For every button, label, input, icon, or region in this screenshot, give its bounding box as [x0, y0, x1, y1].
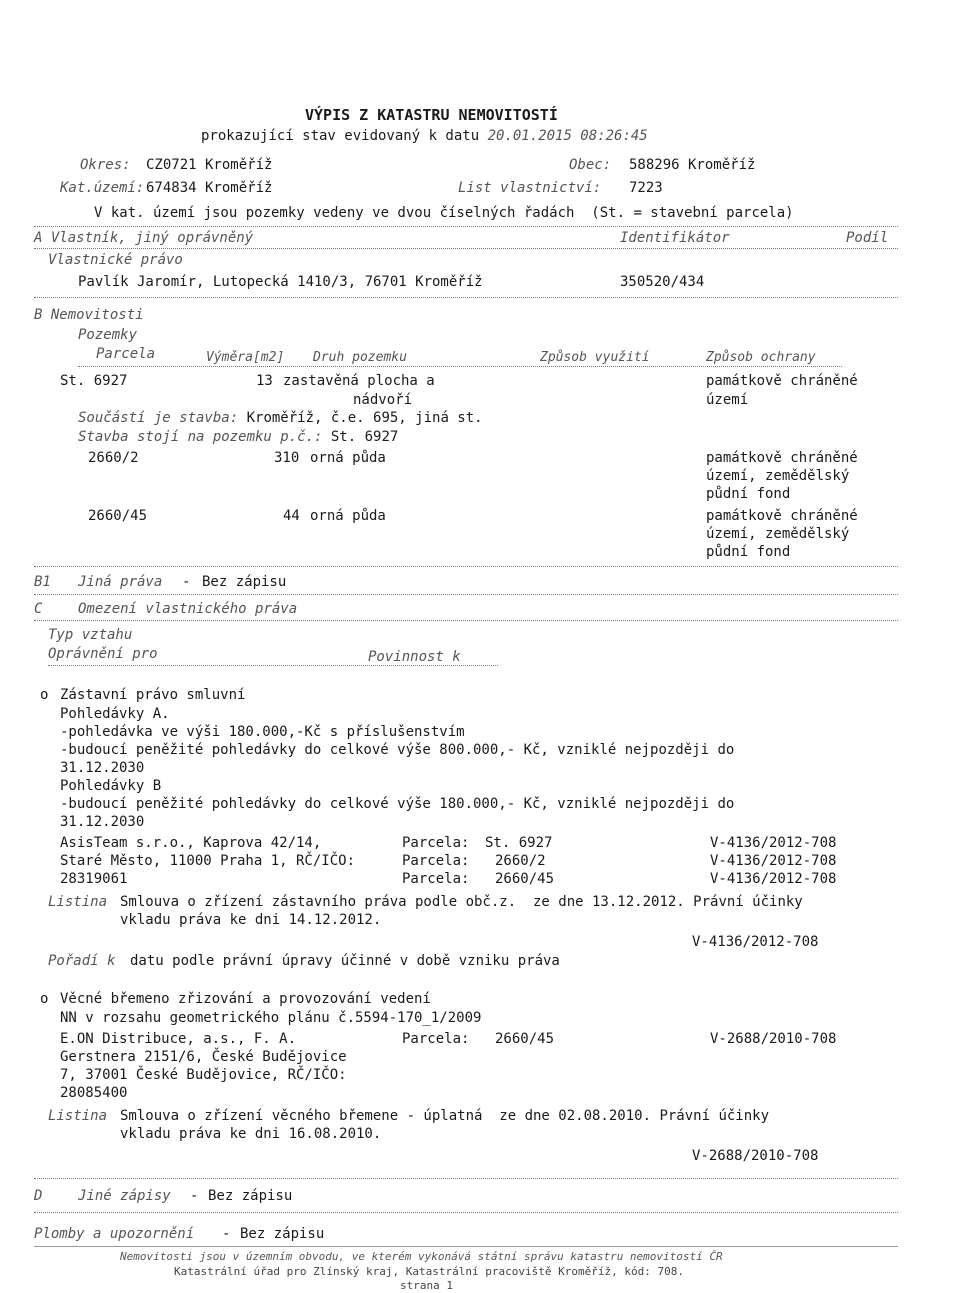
parcel-row-1-parcela: St. 6927 — [60, 373, 128, 389]
entry-1-line-6: -budoucí peněžité pohledávky do celkové výše 180.000,- Kč, vzniklé nejpozději do — [60, 796, 735, 812]
lv-label: List vlastnictví: — [458, 180, 602, 196]
divider — [34, 226, 898, 227]
pozemky-label: Pozemky — [78, 327, 138, 343]
okres-value: CZ0721 Kroměříž — [146, 157, 273, 173]
col-vyuziti: Způsob využití — [540, 350, 650, 365]
entry-1-parcel-2-ref: V-4136/2012-708 — [710, 853, 837, 869]
plomby-value: Bez zápisu — [240, 1226, 325, 1242]
entry-1-title: Zástavní právo smluvní — [60, 687, 246, 703]
katuzemi-value: 674834 Kroměříž — [146, 180, 273, 196]
entry-2-title: Věcné břemeno zřizování a provozování vedení — [60, 991, 431, 1007]
parcel-row-1-ochrana-2: území — [706, 392, 749, 408]
entry-2-listina-text: Smlouva o zřízení věcného břemene - úplatná ze dne 02.08.2010. Právní účinky — [120, 1108, 770, 1124]
parcel-row-2-parcela: 2660/2 — [88, 450, 139, 466]
entry-1-listina-text: Smlouva o zřízení zástavního práva podle obč.z. ze dne 13.12.2012. Právní účinky — [120, 894, 803, 910]
parcel-row-3-druh: orná půda — [310, 508, 386, 524]
entry-2-party-1: E.ON Distribuce, a.s., F. A. — [60, 1031, 297, 1047]
entry-1-listina-text-2: vkladu práva ke dni 14.12.2012. — [120, 912, 382, 928]
entry-1-poradi-text: datu podle právní úpravy účinné v době vzniku práva — [130, 953, 560, 969]
section-d-label: D — [34, 1188, 43, 1204]
entry-1-party-1: AsisTeam s.r.o., Kaprova 42/14, — [60, 835, 322, 851]
entry-2-listina-ref: V-2688/2010-708 — [692, 1148, 819, 1164]
entry-1-party-3: 28319061 — [60, 871, 128, 887]
soucast-label: Součástí je stavba: — [78, 410, 239, 426]
lv-value: 7223 — [629, 180, 663, 196]
parcel-row-3-parcela: 2660/45 — [88, 508, 148, 524]
katuzemi-label: Kat.území: — [60, 180, 145, 196]
section-d-dash: - — [190, 1188, 199, 1204]
parcel-row-2-ochrana: památkově chráněné — [706, 450, 858, 466]
entry-1-listina-ref: V-4136/2012-708 — [692, 934, 819, 950]
entry-1-parcel-3-ref: V-4136/2012-708 — [710, 871, 837, 887]
section-b1-label: B1 — [34, 574, 51, 590]
entry-2-party-4: 28085400 — [60, 1085, 128, 1101]
parcel-row-1-ochrana: památkově chráněné — [706, 373, 858, 389]
entry-1-parcel-2-label: Parcela: — [402, 853, 470, 869]
col-parcela: Parcela — [96, 346, 156, 362]
divider — [48, 665, 498, 666]
divider — [34, 1178, 898, 1179]
soucast-value: Kroměříž, č.e. 695, jiná st. — [246, 410, 483, 426]
entry-1-poradi-label: Pořadí k — [48, 953, 116, 969]
col-druh: Druh pozemku — [313, 350, 407, 365]
divider — [34, 566, 898, 567]
typ-vztahu: Typ vztahu — [48, 627, 133, 643]
section-b1-title: Jiná práva — [78, 574, 163, 590]
plomby-dash: - — [222, 1226, 231, 1242]
parcel-row-2-ochrana-2: území, zemědělský — [706, 468, 850, 484]
section-d-title: Jiné zápisy — [78, 1188, 171, 1204]
section-d-value: Bez zápisu — [208, 1188, 293, 1204]
plomby-title: Plomby a upozornění — [34, 1226, 195, 1242]
entry-1-parcel-1-ref: V-4136/2012-708 — [710, 835, 837, 851]
soucast-stavby — [78, 409, 483, 427]
parcel-row-3-ochrana-2: území, zemědělský — [706, 526, 850, 542]
divider — [34, 297, 898, 298]
parcel-row-1-vymera: 13 — [256, 373, 273, 389]
owner-name: Pavlík Jaromír, Lutopecká 1410/3, 76701 Kroměříž — [78, 274, 483, 290]
col-identifikator: Identifikátor — [620, 230, 730, 246]
divider — [34, 594, 898, 595]
divider — [78, 366, 842, 367]
subtitle — [201, 127, 648, 145]
entry-1-line-7: 31.12.2030 — [60, 814, 145, 830]
parcel-row-1-druh: zastavěná plocha a — [283, 373, 435, 389]
entry-2-parcel-ref: V-2688/2010-708 — [710, 1031, 837, 1047]
section-c-label: C — [34, 601, 43, 617]
section-b1-value: Bez zápisu — [202, 574, 287, 590]
parcel-row-2-druh: orná půda — [310, 450, 386, 466]
stoji-label: Stavba stojí na pozemku p.č.: — [78, 429, 323, 445]
entry-1-parcel-2-value: 2660/2 — [495, 853, 546, 869]
col-ochrana: Způsob ochrany — [706, 350, 816, 365]
entry-2-listina-label: Listina — [48, 1108, 108, 1124]
section-b-header: B Nemovitosti — [34, 307, 144, 323]
divider — [34, 1246, 898, 1247]
entry-2-listina-text-2: vkladu práva ke dni 16.08.2010. — [120, 1126, 382, 1142]
col-podil: Podíl — [846, 230, 889, 246]
obec-value: 588296 Kroměříž — [629, 157, 756, 173]
parcel-row-1-druh-2: nádvoří — [353, 392, 413, 408]
entry-2-parcel-value: 2660/45 — [495, 1031, 555, 1047]
entry-1-parcel-1-label: Parcela: — [402, 835, 470, 851]
stavba-stoji — [78, 428, 398, 446]
parcel-row-2-ochrana-3: půdní fond — [706, 486, 791, 502]
entry-1-line-1: Pohledávky A. — [60, 706, 170, 722]
entry-1-line-4: 31.12.2030 — [60, 760, 145, 776]
entry-1-parcel-3-value: 2660/45 — [495, 871, 555, 887]
parcel-row-3-vymera: 44 — [283, 508, 300, 524]
entry-1-parcel-1-value: St. 6927 — [485, 835, 553, 851]
entry-1-bullet: o — [40, 687, 49, 703]
entry-1-party-2: Staré Město, 11000 Praha 1, RČ/IČO: — [60, 853, 356, 869]
entry-1-line-5: Pohledávky B — [60, 778, 162, 794]
povinnost-k: Povinnost k — [368, 649, 461, 665]
entry-2-bullet: o — [40, 991, 49, 1007]
entry-1-line-3: -budoucí peněžité pohledávky do celkové výše 800.000,- Kč, vzniklé nejpozději do — [60, 742, 735, 758]
col-vymera: Výměra[m2] — [206, 350, 285, 365]
entry-2-line-2: NN v rozsahu geometrického plánu č.5594-170_1/2009 — [60, 1010, 482, 1026]
page-number: strana 1 — [400, 1279, 453, 1292]
obec-label: Obec: — [569, 157, 612, 173]
divider — [34, 1212, 898, 1213]
kat-uzemi-note: V kat. území jsou pozemky vedeny ve dvou číselných řadách (St. = stavební parcela) — [94, 205, 794, 221]
owner-id: 350520/434 — [620, 274, 705, 290]
entry-1-listina-label: Listina — [48, 894, 108, 910]
section-c-title: Omezení vlastnického práva — [78, 601, 298, 617]
parcel-row-2-vymera: 310 — [274, 450, 300, 466]
entry-2-party-3: 7, 37001 České Budějovice, RČ/IČO: — [60, 1067, 347, 1083]
footer-line-2: Katastrální úřad pro Zlínský kraj, Katastrální pracoviště Kroměříž, kód: 708. — [174, 1265, 684, 1278]
entry-2-party-2: Gerstnera 2151/6, České Budějovice — [60, 1049, 347, 1065]
divider — [34, 248, 898, 249]
okres-label: Okres: — [80, 157, 131, 173]
subtitle-date: 20.01.2015 08:26:45 — [487, 128, 648, 144]
section-b1-dash: - — [182, 574, 191, 590]
stoji-value: St. 6927 — [330, 429, 399, 445]
divider — [34, 620, 898, 621]
vlastnicke-pravo: Vlastnické právo — [48, 252, 183, 268]
subtitle-prefix: prokazující stav evidovaný k datu — [201, 128, 480, 144]
footer-line-1: Nemovitosti jsou v územním obvodu, ve kterém vykonává státní správu katastru nemovitostí ČR — [120, 1250, 723, 1263]
section-a-header: A Vlastník, jiný oprávněný — [34, 230, 254, 246]
entry-1-parcel-3-label: Parcela: — [402, 871, 470, 887]
entry-1-line-2: -pohledávka ve výši 180.000,-Kč s příslušenstvím — [60, 724, 465, 740]
parcel-row-3-ochrana-3: půdní fond — [706, 544, 791, 560]
entry-2-parcel-label: Parcela: — [402, 1031, 470, 1047]
page-title: VÝPIS Z KATASTRU NEMOVITOSTÍ — [305, 106, 558, 124]
opravneni-pro: Oprávnění pro — [48, 646, 158, 662]
parcel-row-3-ochrana: památkově chráněné — [706, 508, 858, 524]
